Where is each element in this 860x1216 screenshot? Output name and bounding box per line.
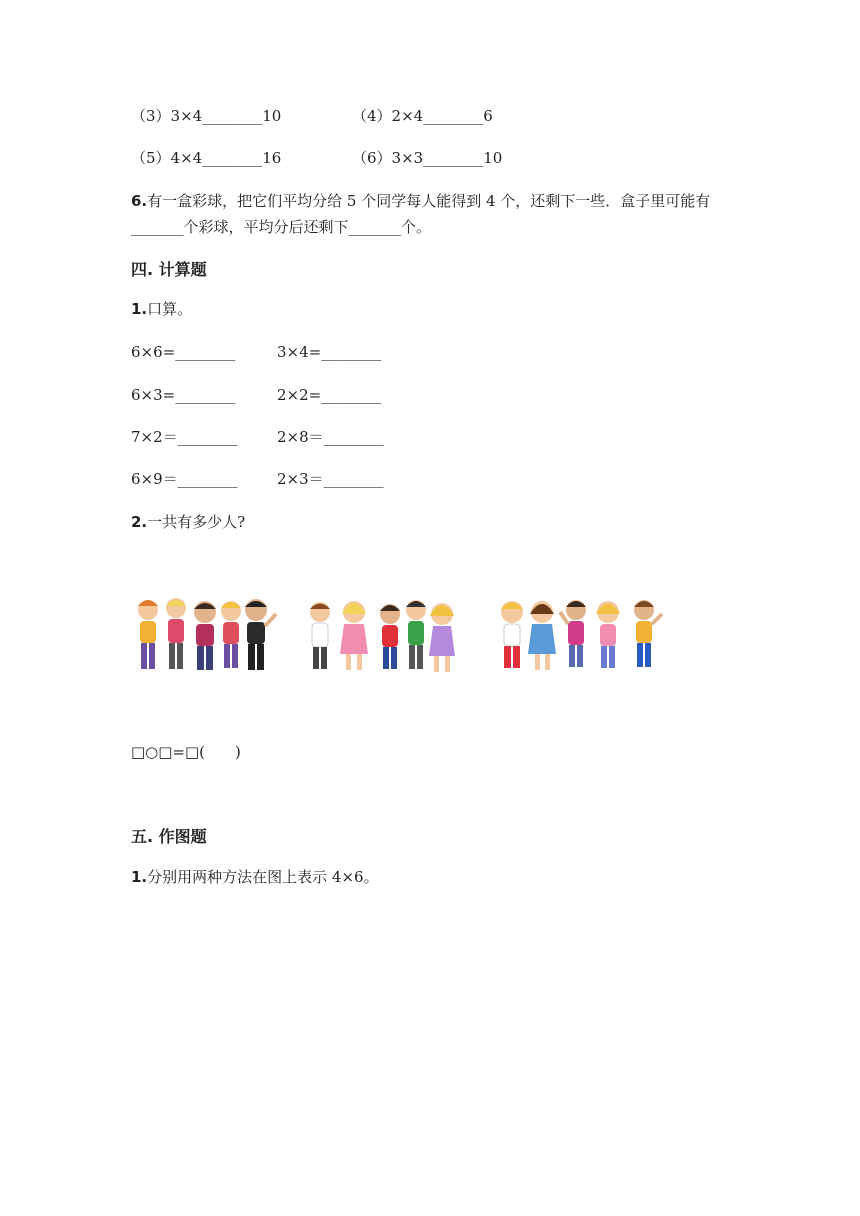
calc-item: 2×8＝________ xyxy=(277,428,384,446)
calc-item: 6×6=________ xyxy=(131,343,236,361)
compare-item-5: （5）4×4________16 xyxy=(131,149,282,167)
child-figure xyxy=(310,602,330,669)
question-6 xyxy=(131,188,731,240)
compare-item-3: （3）3×4________10 xyxy=(131,107,282,125)
children-group-2-image xyxy=(304,592,464,682)
child-figure xyxy=(634,600,662,667)
question-number: 1. xyxy=(131,300,148,318)
question-number: 6. xyxy=(131,192,148,210)
section-5-title: 五. 作图题 xyxy=(131,827,207,846)
child-figure xyxy=(245,599,276,670)
child-figure xyxy=(560,600,586,667)
children-group-1-image xyxy=(130,592,278,682)
question-text: 有一盒彩球，把它们平均分给 5 个同学每人能得到 4 个，还剩下一些．盒子里可能有_______个彩球，平均分后还剩下_______个。 xyxy=(131,192,711,236)
child-figure xyxy=(380,604,400,669)
question-text: 一共有多少人? xyxy=(147,513,246,531)
calc-item: 6×3=________ xyxy=(131,386,236,404)
compare-item-6: （6）3×3________10 xyxy=(352,149,503,167)
section-4-title: 四. 计算题 xyxy=(131,260,207,279)
question-drawing xyxy=(131,867,379,887)
question-number: 2. xyxy=(131,513,148,531)
question-text: 口算。 xyxy=(147,300,193,318)
child-figure xyxy=(166,598,186,669)
answer-template: □○□=□( ) xyxy=(131,743,241,761)
child-figure xyxy=(501,601,523,668)
question-text: 分别用两种方法在图上表示 4×6。 xyxy=(147,868,379,886)
child-figure xyxy=(194,601,216,670)
child-figure xyxy=(340,601,368,670)
child-figure xyxy=(406,600,426,669)
question-oral-calc xyxy=(131,299,192,319)
question-number: 1. xyxy=(131,868,148,886)
calc-item: 3×4=________ xyxy=(277,343,382,361)
child-figure xyxy=(221,601,241,668)
children-group-3-image xyxy=(494,592,666,682)
child-figure xyxy=(596,601,620,668)
calc-item: 6×9＝________ xyxy=(131,470,238,488)
calc-item: 2×3＝________ xyxy=(277,470,384,488)
child-figure xyxy=(138,600,158,669)
question-count-people xyxy=(131,512,245,532)
calc-item: 7×2＝________ xyxy=(131,428,238,446)
child-figure xyxy=(429,603,455,672)
compare-item-4: （4）2×4________6 xyxy=(352,107,493,125)
child-figure xyxy=(528,601,556,670)
calc-item: 2×2=________ xyxy=(277,386,382,404)
